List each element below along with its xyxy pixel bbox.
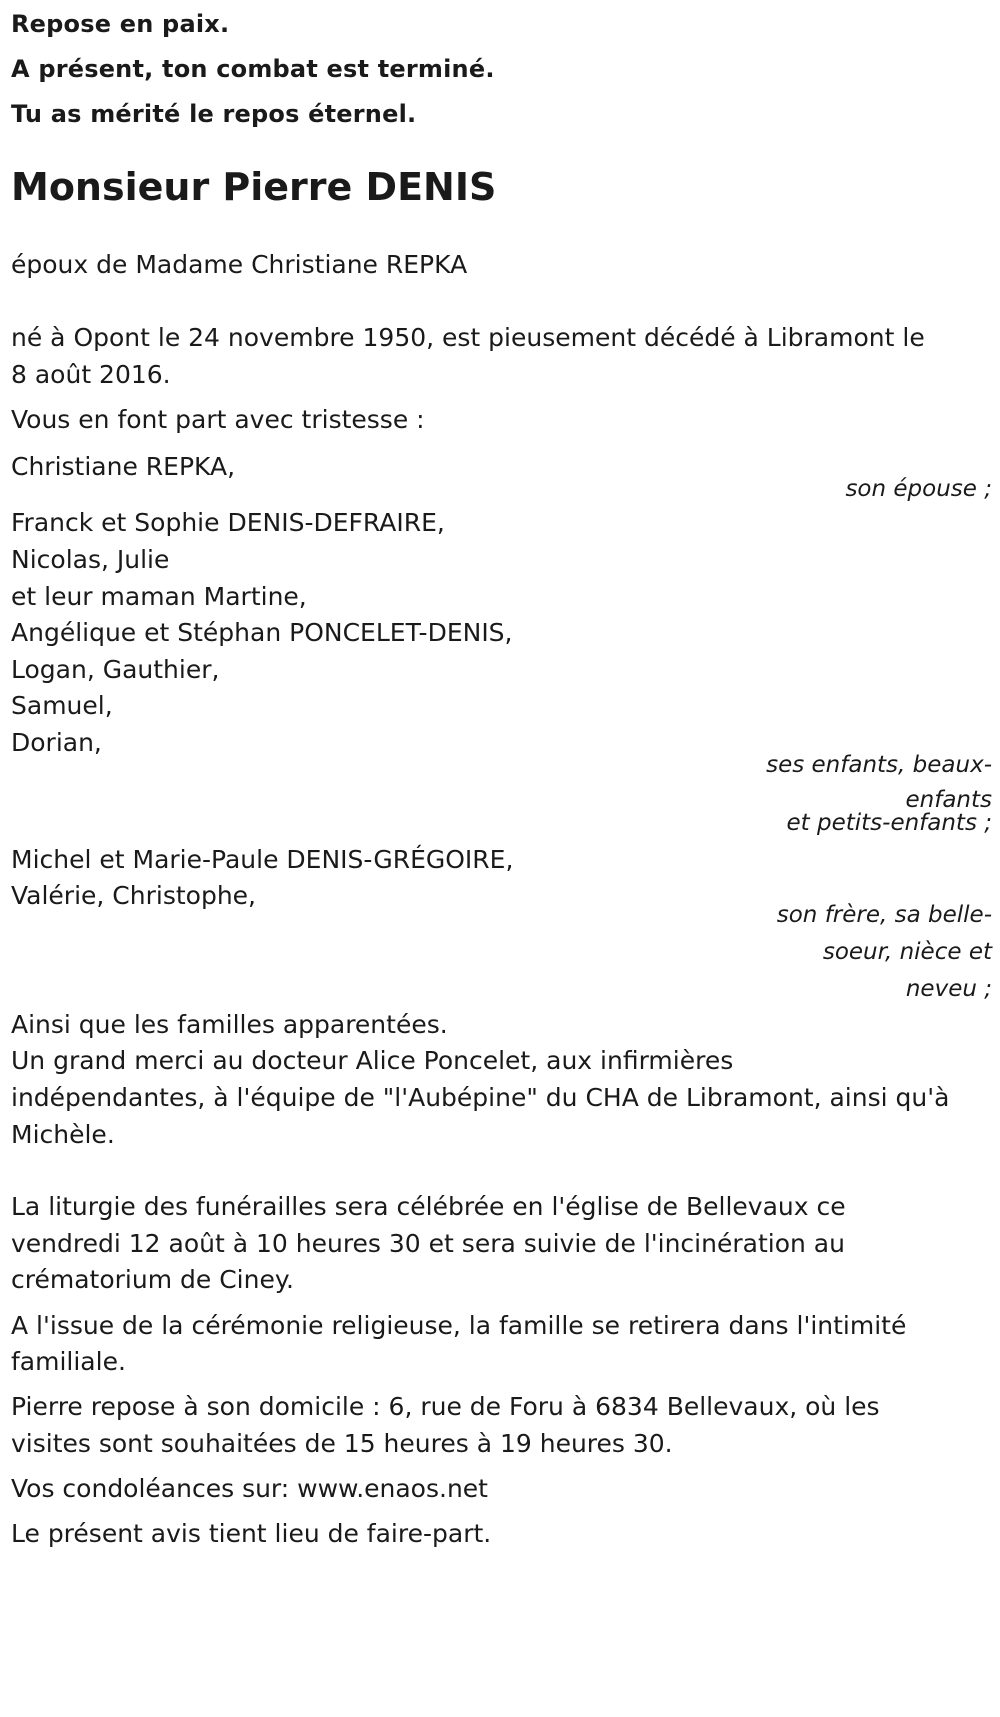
rest-line-2: visites sont souhaitées de 15 heures à 19 heures 30. (11, 1429, 673, 1458)
birth-death-line-2: 8 août 2016. (11, 360, 171, 389)
thanks-line-2: indépendantes, à l'équipe de "l'Aubépine" du CHA de Libramont, ainsi qu'à (11, 1083, 950, 1112)
family-relation: soeur, nièce et (822, 939, 992, 965)
family-relation: son épouse ; (845, 476, 992, 502)
funeral-line-3: crématorium de Ciney. (11, 1265, 294, 1294)
family-member: Samuel, (11, 691, 113, 720)
announce-intro: Vous en font part avec tristesse : (11, 405, 425, 434)
intro-line-2: A présent, ton combat est terminé. (11, 55, 495, 83)
intro-line-1: Repose en paix. (11, 10, 230, 38)
funeral-line-2: vendredi 12 août à 10 heures 30 et sera suivie de l'incinération au (11, 1229, 845, 1258)
family-member: Franck et Sophie DENIS-DEFRAIRE, (11, 508, 445, 537)
family-member: Logan, Gauthier, (11, 655, 220, 684)
family-member: Christiane REPKA, (11, 452, 236, 481)
thanks-line-3: Michèle. (11, 1120, 115, 1149)
retreat-line-1: A l'issue de la cérémonie religieuse, la famille se retirera dans l'intimité (11, 1311, 907, 1340)
thanks-line-1: Un grand merci au docteur Alice Poncelet, aux infirmières (11, 1046, 734, 1075)
family-member: Michel et Marie-Paule DENIS-GRÉGOIRE, (11, 845, 514, 874)
deceased-name: Monsieur Pierre DENIS (11, 165, 497, 209)
family-relation: neveu ; (905, 976, 992, 1002)
birth-death-line-1: né à Opont le 24 novembre 1950, est pieusement décédé à Libramont le (11, 323, 925, 352)
family-member: Nicolas, Julie (11, 545, 170, 574)
family-relation: et petits-enfants ; (786, 810, 992, 836)
family-member: Angélique et Stéphan PONCELET-DENIS, (11, 618, 513, 647)
family-relation: son frère, sa belle- (776, 902, 992, 928)
funeral-line-1: La liturgie des funérailles sera célébrée en l'église de Bellevaux ce (11, 1192, 846, 1221)
spouse-line: époux de Madame Christiane REPKA (11, 250, 468, 279)
closing-family: Ainsi que les familles apparentées. (11, 1010, 448, 1039)
notice-line: Le présent avis tient lieu de faire-part. (11, 1519, 492, 1548)
family-member: et leur maman Martine, (11, 582, 307, 611)
condolences-line: Vos condoléances sur: www.enaos.net (11, 1474, 488, 1503)
intro-line-3: Tu as mérité le repos éternel. (11, 100, 417, 128)
retreat-line-2: familiale. (11, 1347, 126, 1376)
family-relation: enfants (905, 787, 992, 813)
family-member: Valérie, Christophe, (11, 881, 256, 910)
rest-line-1: Pierre repose à son domicile : 6, rue de Foru à 6834 Bellevaux, où les (11, 1392, 880, 1421)
family-member: Dorian, (11, 728, 102, 757)
family-relation: ses enfants, beaux- (766, 752, 992, 778)
